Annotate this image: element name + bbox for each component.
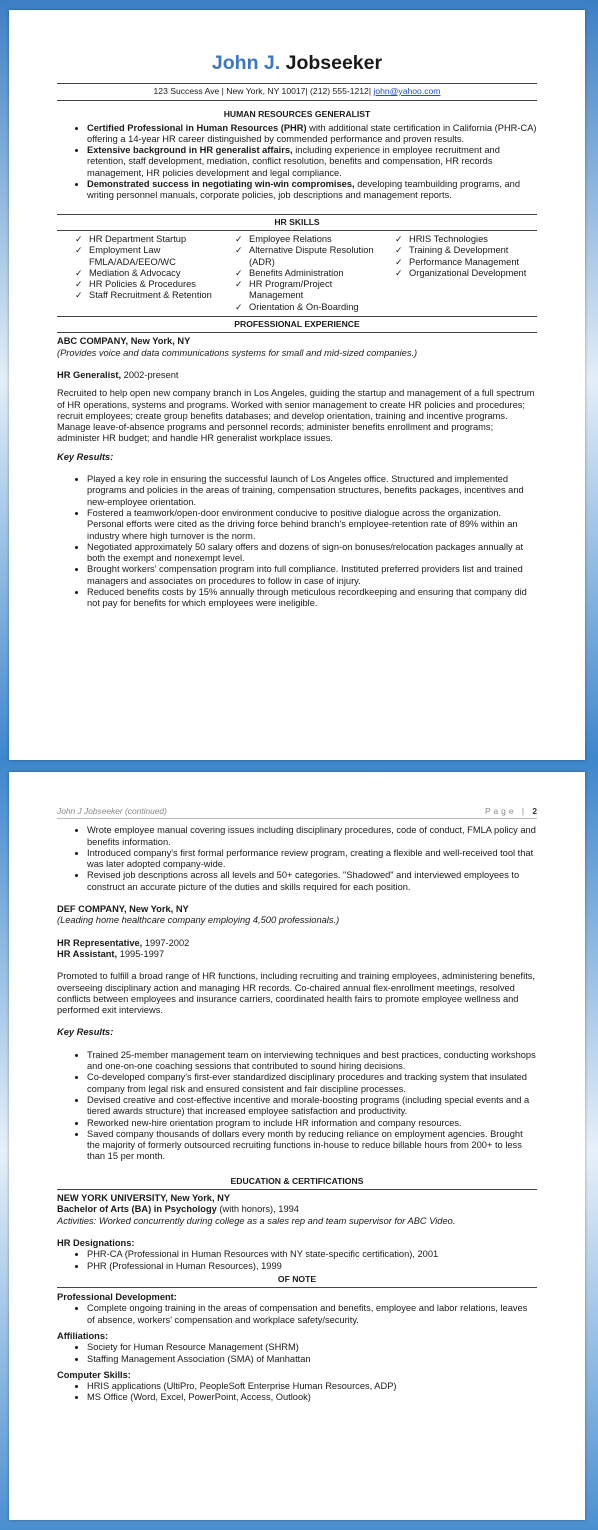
resume-page-1 xyxy=(9,10,585,760)
title-heading: HUMAN RESOURCES GENERALIST xyxy=(223,109,371,120)
summary-list xyxy=(57,123,537,202)
contact-line xyxy=(57,83,537,101)
skill-item: ✓ Orientation & On-Boarding xyxy=(235,302,377,313)
result-item: • Trained 25-member management team on interviewing techniques and best practices, conducting workshops and one-on-one coaching sessions that contributed to sound hiring decisions. xyxy=(87,1050,537,1073)
skill-item: ✓ HRIS Technologies xyxy=(395,234,537,245)
computer-skill-item: • HRIS applications (UltiPro, PeopleSoft Enterprise Human Resources, ADP) xyxy=(87,1381,537,1392)
abc-role-title: HR Generalist, xyxy=(57,369,122,380)
pro-dev-list xyxy=(57,1303,537,1326)
skill-item: ✓ Benefits Administration xyxy=(235,268,377,279)
skill-item: ✓ HR Policies & Procedures xyxy=(75,279,217,290)
designations-label: HR Designations: xyxy=(57,1237,135,1248)
summary-text: developing teambuilding programs, and writing personnel manuals, corporate policies, job descriptions and management reports. xyxy=(87,179,520,201)
skill-item: ✓ Training & Development xyxy=(395,245,537,256)
result-item: • Saved company thousands of dollars every month by reducing reliance on employment agencies. Brought the majority of formerly outsourced recruiting functions in-house to reduce billable hours from 200+ to less than 15 per month. xyxy=(87,1129,537,1163)
summary-text: with additional state certification in California (PHR-CA) offering a 14-year HR career distinguished by commended performance and proven results. xyxy=(87,122,537,144)
result-item: • Negotiated approximately 50 salary offers and dozens of sign-on bonuses/relocation packages annually at both the exempt and nonexempt level. xyxy=(87,542,537,565)
summary-item xyxy=(87,145,537,179)
skill-item: ✓ Alternative Dispute Resolution (ADR) xyxy=(235,245,377,268)
summary-item xyxy=(87,179,537,202)
abc-company: ABC COMPANY, New York, NY xyxy=(57,336,191,347)
candidate-name xyxy=(57,52,537,74)
abc-description: (Provides voice and data communications systems for small and mid-sized companies.) xyxy=(57,347,418,358)
result-item: • Reworked new-hire orientation program to include HR information and company resources. xyxy=(87,1118,537,1129)
edu-school: NEW YORK UNIVERSITY, New York, NY xyxy=(57,1193,231,1204)
skills-column xyxy=(217,234,377,313)
def-role-1: HR Representative, 1997-2002 xyxy=(57,937,190,948)
experience-heading: PROFESSIONAL EXPERIENCE xyxy=(57,316,537,333)
name-last: Jobseeker xyxy=(285,52,383,74)
summary-item xyxy=(87,123,537,146)
summary-lead: Extensive background in HR generalist affairs, xyxy=(87,145,293,156)
def-description: (Leading home healthcare company employing 4,500 professionals.) xyxy=(57,915,340,926)
summary-text: including experience in employee recruitment and retention, staff development, mediation, conflict resolution, benefits and compensation, HR records management, HR policies development and legal compliance. xyxy=(87,145,500,178)
pro-dev-label: Professional Development: xyxy=(57,1292,177,1303)
key-results-label-2: Key Results: xyxy=(57,1027,114,1038)
summary-lead: Certified Professional in Human Resources (PHR) xyxy=(87,122,307,133)
designation-item: • PHR-CA (Professional in Human Resources with NY state-specific certification), 2001 xyxy=(87,1249,537,1260)
result-item: • Brought workers' compensation program into full compliance. Instituted preferred providers list and trained managers and associates on procedures to follow in case of injury. xyxy=(87,564,537,587)
affiliation-item: • Staffing Management Association (SMA) of Manhattan xyxy=(87,1354,537,1365)
skill-item: ✓ Organizational Development xyxy=(395,268,537,279)
computer-skill-item: • MS Office (Word, Excel, PowerPoint, Access, Outlook) xyxy=(87,1392,537,1403)
def-role-2: HR Assistant, 1995-1997 xyxy=(57,948,165,959)
def-company: DEF COMPANY, New York, NY xyxy=(57,904,189,915)
page-header xyxy=(57,806,537,819)
result-item: • Revised job descriptions across all levels and 50+ categories. "Shadowed" and interviewed employees to construct an accurate picture of the duties and skills required for each position. xyxy=(87,870,537,893)
affiliations-list xyxy=(57,1342,537,1365)
pro-dev-item: • Complete ongoing training in the areas of compensation and benefits, employee and labor relations, leaves of absence, workers' compensation and workplace safety/security. xyxy=(87,1303,537,1326)
key-results-label: Key Results: xyxy=(57,451,114,462)
designations-list xyxy=(57,1249,537,1272)
education-heading: EDUCATION & CERTIFICATIONS xyxy=(57,1174,537,1190)
skills-grid xyxy=(57,234,537,313)
abc-summary: Recruited to help open new company branch in Los Angeles, guiding the startup and management of a full spectrum of HR operations, systems and programs. Worked with senior management to create HR policies and procedures; recruit employees; create group benefits databases; and develop orientation, training and incentive programs. Manage leave-of-absence programs and personnel records; administer benefits enrollment and programs; administer HR budget; and handle HR generalist workplace issues. xyxy=(57,388,535,444)
def-results-list xyxy=(57,1050,537,1163)
result-item: • Co-developed company's first-ever standardized disciplinary procedures and tracking system that insulated company from legal risk and ensured consistent and fair discipline processes. xyxy=(87,1072,537,1095)
skills-column xyxy=(57,234,217,313)
skill-item: ✓ HR Program/Project Management xyxy=(235,279,377,302)
result-item: • Wrote employee manual covering issues including disciplinary procedures, code of conduct, FMLA policy and benefits information. xyxy=(87,825,537,848)
skill-item: ✓ Mediation & Advocacy xyxy=(75,268,217,279)
result-item: • Played a key role in ensuring the successful launch of Los Angeles office. Structured and implemented programs and policies in the areas of training, compensation structures, benefits packages, incentives and new-employee orientation. xyxy=(87,474,537,508)
abc-results-list xyxy=(57,474,537,610)
email-link[interactable]: john@yahoo.com xyxy=(373,86,441,96)
summary-lead: Demonstrated success in negotiating win-win compromises, xyxy=(87,179,355,190)
def-summary: Promoted to fulfill a broad range of HR functions, including recruiting and training employees, administering benefits, overseeing disciplinary action and managing HR records. Co-chaired annual flex-enrollment meetings, resolved conflicts between employees and insurance carriers, coordinated health fairs to promote employee wellness and performed exit interviews. xyxy=(57,971,536,1016)
computer-skills-list xyxy=(57,1381,537,1404)
of-note-heading: OF NOTE xyxy=(57,1272,537,1288)
skill-item: ✓ Employee Relations xyxy=(235,234,377,245)
result-item: • Introduced company's first formal performance review program, creating a flexible and well-received tool that was later adopted company-wide. xyxy=(87,848,537,871)
contact-text: 123 Success Ave | New York, NY 10017| (212) 555-1212| xyxy=(153,86,372,96)
header-left: John J Jobseeker (continued) xyxy=(57,806,167,816)
computer-label: Computer Skills: xyxy=(57,1369,131,1380)
skill-item: ✓ Employment Law FMLA/ADA/EEO/WC xyxy=(75,245,217,268)
abc-role xyxy=(57,370,537,381)
abc-role-dates: 2002-present xyxy=(121,369,179,380)
result-item: • Fostered a teamwork/open-door environment conducive to positive dialogue across the organization. Personal efforts were cited as the driving force behind branch's employee-retention rate of 89% within an industry where high turnover is the norm. xyxy=(87,508,537,542)
resume-page-2 xyxy=(9,772,585,1520)
result-item: • Reduced benefits costs by 15% annually through meticulous recordkeeping and ensuring that company did not pay for benefits for which employees were ineligible. xyxy=(87,587,537,610)
skill-item: ✓ Staff Recruitment & Retention xyxy=(75,290,217,301)
affiliation-item: • Society for Human Resource Management (SHRM) xyxy=(87,1342,537,1353)
edu-degree: Bachelor of Arts (BA) in Psychology (with honors), 1994 xyxy=(57,1204,299,1215)
designation-item: • PHR (Professional in Human Resources), 1999 xyxy=(87,1261,537,1272)
skills-heading: HR SKILLS xyxy=(57,214,537,231)
result-item: • Devised creative and cost-effective incentive and morale-boosting programs (including special events and a tiered awards structure) that increased employee satisfaction and productivity. xyxy=(87,1095,537,1118)
edu-activities: Activities: Worked concurrently during college as a sales rep and team supervisor for ABC Video. xyxy=(57,1215,456,1226)
skill-item: ✓ HR Department Startup xyxy=(75,234,217,245)
skills-column xyxy=(377,234,537,313)
name-first: John J. xyxy=(211,52,281,74)
skill-item: ✓ Performance Management xyxy=(395,257,537,268)
abc-results-cont-list xyxy=(57,825,537,893)
page-number: Page | 2 xyxy=(484,806,537,816)
affiliations-label: Affiliations: xyxy=(57,1330,109,1341)
